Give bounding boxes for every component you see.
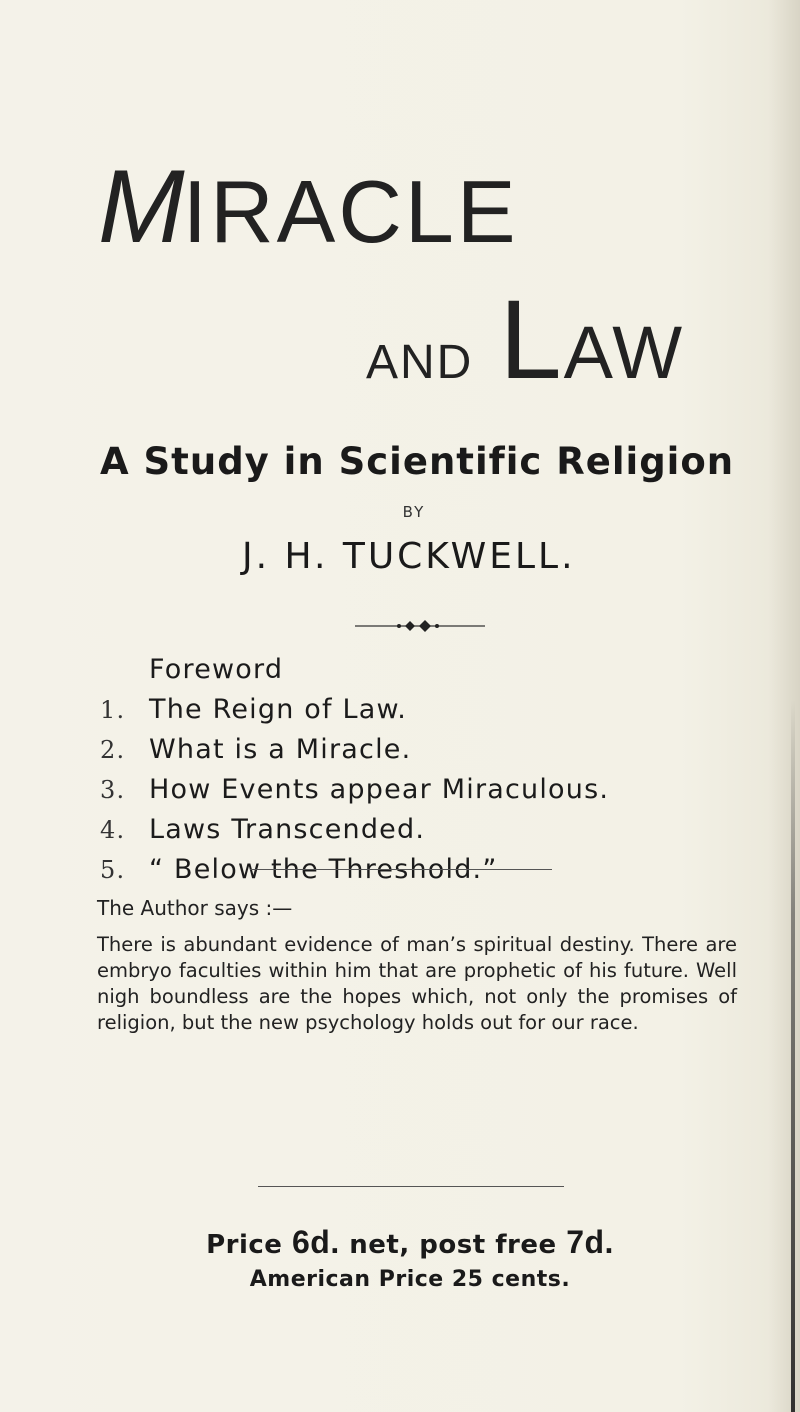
price-uk-amount: 6d. [291,1224,340,1260]
american-price: American Price 25 cents. [249,1267,571,1292]
toc-item: 4. Laws Transcended. [100,814,426,845]
table-of-contents [100,650,609,890]
quote-label: The Author says :— [97,896,293,920]
quote-text: There is abundant evidence of man’s spiritual destiny. There are embryo faculties within him that are prophetic of his future. Well nigh boundless are the hopes which, not only the promises of religion, but the new psychology holds out for our race. [97,933,737,1034]
by-label: BY [402,503,426,521]
divider-rule [250,869,552,870]
subtitle: A Study in Scientific Religion [100,440,735,483]
ornament-divider-icon [355,618,485,634]
toc-foreword: Foreword [149,654,284,685]
toc-item: 3. How Events appear Miraculous. [100,774,610,805]
toc-item: 1. The Reign of Law. [100,694,408,725]
page-edge-shadow [791,700,795,1412]
toc-item: 5. “ Below the Threshold.” [100,854,498,885]
price-line: Price 6d. net, post free 7d. [206,1224,614,1260]
title-and-law: AND LAW [366,277,685,402]
title-and: AND [366,336,474,389]
title-miracle: MIRACLE [98,149,519,265]
price-post-amount: 7d. [566,1224,614,1260]
author-name: J. H. TUCKWELL. [242,536,576,577]
divider-rule [258,1186,564,1187]
toc-item: 2. What is a Miracle. [100,734,412,765]
